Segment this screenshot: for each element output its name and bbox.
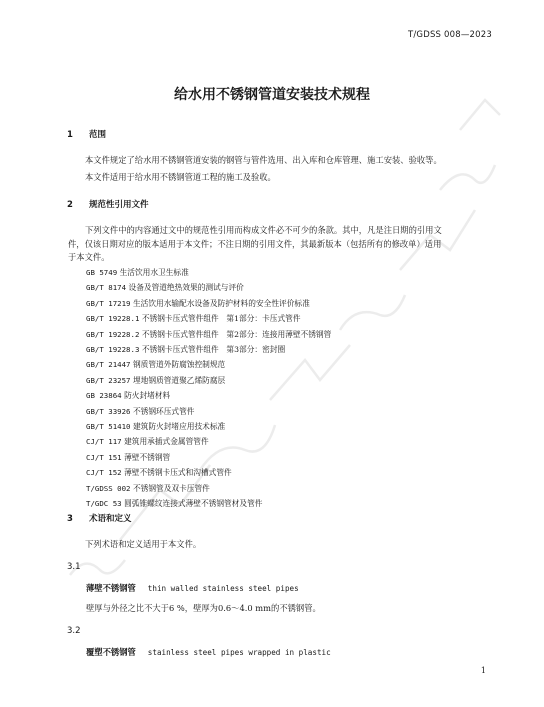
reference-title: 生活饮用水卫生标准 (119, 268, 189, 277)
section-1-heading (67, 128, 106, 140)
reference-item (86, 465, 331, 480)
reference-code: GB/T 19228.1 (86, 314, 140, 324)
reference-code: GB/T 19228.2 (86, 329, 140, 339)
reference-item (86, 450, 331, 465)
reference-item (86, 357, 331, 372)
term-chinese: 覆塑不锈钢管 (86, 647, 136, 657)
reference-title: 防火封堵材料 (124, 391, 171, 401)
section-1-body (68, 152, 496, 186)
reference-title: 钢质管道外防腐蚀控制规范 (132, 360, 226, 370)
reference-title: 建筑用承插式金属管管件 (124, 437, 209, 447)
normative-reference-list (86, 265, 331, 512)
section-title: 规范性引用文件 (89, 200, 149, 210)
reference-code: GB/T 23257 (86, 375, 131, 385)
reference-code: GB/T 21447 (86, 360, 131, 370)
reference-item (86, 327, 331, 342)
document-title: 给水用不锈钢管道安装技术规程 (174, 87, 370, 103)
reference-code: GB/T 17219 (86, 298, 131, 308)
reference-title: 生活饮用水输配水设备及防护材料的安全性评价标准 (132, 298, 310, 308)
reference-title: 不锈钢卡压式管件组件 第2部分：连接用薄壁不锈钢管 (141, 329, 332, 339)
section-number: 3 (67, 514, 73, 524)
reference-title: 设备及管道绝热效果的测试与评价 (128, 283, 244, 293)
paragraph-line: 下列术语和定义适用于本文件。 (85, 539, 202, 549)
term-definition: 壁厚与外径之比不大于6 %，壁厚为0.6～4.0 mm的不锈钢管。 (86, 603, 321, 613)
reference-item (86, 342, 331, 357)
paragraph-line: 于本文件。 (68, 252, 110, 262)
reference-title: 不锈钢卡压式管件组件 第3部分：密封圈 (141, 345, 286, 355)
reference-code: GB/T 8174 (86, 283, 127, 293)
term-english: stainless steel pipes wrapped in plastic (147, 648, 331, 657)
reference-item (86, 388, 331, 403)
reference-code: GB 5749 (86, 268, 118, 277)
reference-title: 薄壁不锈钢卡压式和沟槽式管件 (124, 468, 232, 478)
reference-code: CJ/T 152 (86, 468, 122, 478)
paragraph-line: 件，仅该日期对应的版本适用于本文件；不注日期的引用文件，其最新版本（包括所有的修改单）适用 (68, 238, 442, 249)
paragraph-line: 本文件规定了给水用不锈钢管道安装的钢管与管件选用、出入库和仓库管理、施工安装、验收等。 (85, 155, 442, 165)
reference-code: GB/T 19228.3 (86, 345, 140, 355)
reference-item (86, 481, 331, 496)
reference-item (86, 404, 331, 419)
reference-item (86, 296, 331, 311)
reference-code: GB 23864 (86, 391, 122, 401)
reference-item (86, 496, 331, 511)
paragraph-line: 下列文件中的内容通过文中的规范性引用而构成文件必不可少的条款。其中，凡是注日期的引用文 (85, 225, 442, 235)
reference-title: 不锈钢卡压式管件组件 第1部分：卡压式管件 (141, 314, 301, 324)
section-3-body (68, 536, 496, 553)
reference-title: 埋地钢质管道聚乙烯防腐层 (132, 375, 226, 385)
reference-title: 建筑防火封堵应用技术标准 (132, 422, 226, 432)
reference-item (86, 434, 331, 449)
document-code: T/GDSS 008—2023 (407, 30, 492, 40)
term-entry (86, 582, 299, 594)
reference-item (86, 419, 331, 434)
section-2-intro (68, 224, 496, 265)
reference-code: CJ/T 151 (86, 452, 122, 462)
term-english: thin walled stainless steel pipes (147, 584, 299, 593)
section-2-heading (67, 198, 149, 210)
reference-title: 薄壁不锈钢管 (124, 452, 171, 462)
reference-code: GB/T 51410 (86, 422, 131, 432)
reference-code: T/GDSS 002 (86, 483, 131, 493)
term-entry (86, 646, 331, 658)
reference-title: 圆弧锥螺纹连接式薄壁不锈钢管材及管件 (124, 499, 263, 509)
reference-code: CJ/T 117 (86, 437, 122, 447)
page-number: 1 (480, 666, 486, 675)
term-chinese: 薄壁不锈钢管 (86, 583, 136, 593)
reference-item (86, 373, 331, 388)
reference-title: 不锈钢环压式管件 (132, 406, 195, 416)
reference-code: T/GDC 53 (86, 499, 122, 509)
reference-item (86, 280, 331, 295)
section-title: 术语和定义 (89, 514, 132, 524)
reference-item (86, 265, 331, 280)
section-number: 1 (67, 130, 73, 140)
term-number: 3.2 (67, 626, 81, 636)
section-3-heading (67, 512, 132, 524)
paragraph-line: 本文件适用于给水用不锈钢管道工程的施工及验收。 (85, 172, 276, 182)
reference-item (86, 311, 331, 326)
section-number: 2 (67, 200, 73, 210)
reference-code: GB/T 33926 (86, 406, 131, 416)
term-number: 3.1 (67, 562, 81, 572)
section-title: 范围 (89, 130, 107, 140)
reference-title: 不锈钢管及双卡压管件 (132, 483, 210, 493)
